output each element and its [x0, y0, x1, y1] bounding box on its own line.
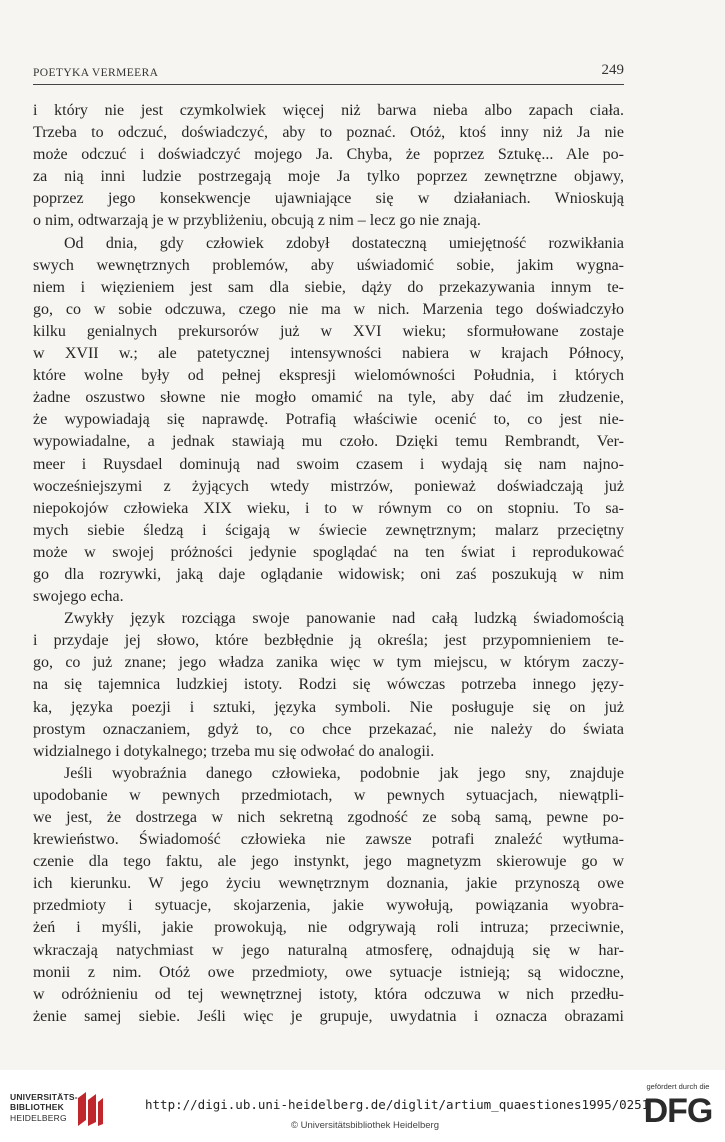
paragraph — [33, 608, 624, 763]
text-line: żenie samej siebie. Jeśli więc je grupuje, uwydatnia i oznacza obrazami — [33, 1007, 624, 1025]
text-line: krewieństwo. Świadomość człowieka nie zawsze potrafi znaleźć wytłuma- — [33, 831, 624, 849]
paragraph — [33, 100, 624, 233]
dfg-logo[interactable] — [638, 1082, 718, 1138]
permalink-url[interactable]: http://digi.ub.uni-heidelberg.de/diglit/artium_quaestiones1995/0251 — [145, 1097, 650, 1112]
text-line: może w swojej próżności jedynie spoglądać na ten świat i reprodukować — [33, 543, 624, 561]
text-line: upodobanie w pewnych przedmiotach, w pewnych sytuacjach, niewątpli- — [33, 786, 624, 804]
text-line: ich kierunku. W jego życiu wewnętrznym doznania, jakie przynoszą owe — [33, 875, 624, 893]
text-line: przedmioty i sytuacje, skojarzenia, jakie wywołują, powiązania wyobra- — [33, 897, 624, 915]
text-line: monii z nim. Otóż owe przedmioty, owe sytuacje istnieją; są widoczne, — [33, 963, 624, 981]
text-line: może odczuć i doświadczyć mojego Ja. Chyba, że poprzez Sztukę... Ale po- — [33, 146, 624, 164]
body-text — [33, 100, 624, 1028]
text-line: w XVII w.; ale patetycznej intensywności nabiera w krajach Północy, — [33, 345, 624, 363]
text-line: prostym oznaczaniem, gdyż to, co chce przekazać, nie należy do świata — [33, 720, 624, 738]
text-line: żadne oszustwo słowne nie mogło omamić na tyle, aby dać im złudzenie, — [33, 389, 624, 407]
text-line: ka, języka poezji i sztuki, języka symboli. Nie posługuje się on już — [33, 698, 624, 716]
text-line: wkraczają natychmiast w jego naturalną atmosferę, odnajdują się w har- — [33, 941, 624, 959]
text-line: Zwykły język rozciąga swoje panowanie nad całą ludzką świadomością — [64, 610, 624, 628]
paragraph — [33, 763, 624, 1028]
text-line: i przydaje jej słowo, które bezbłędnie ją określa; jest przypomnieniem te- — [33, 632, 624, 650]
text-line: Jeśli wyobraźnia danego człowieka, podobnie jak jego sny, znajduje — [64, 764, 624, 782]
text-line: widzialnego i dotykalnego; trzeba mu się odwołać do analogii. — [33, 742, 435, 760]
library-name-line3: HEIDELBERG — [10, 1113, 67, 1123]
library-name-line1: UNIVERSITÄTS- — [10, 1092, 78, 1102]
text-line: poprzez jego konsekwencje ujawniające się w działaniach. Wnioskują — [33, 190, 624, 208]
text-line: które wolne były od pełnej ekspresji wielomówności Południa, i których — [33, 367, 624, 385]
text-line: niepokojów człowieka XIX wieku, i to w równym co on stopniu. To sa- — [33, 499, 624, 517]
text-line: Od dnia, gdy człowiek zdobył dostateczną umiejętność rozwikłania — [64, 234, 624, 252]
text-line: żeń i myśli, jakie prowokują, nie odgrywają roli intruza; przeciwnie, — [33, 919, 624, 937]
text-line: w odróżnieniu od tej wewnętrznej istoty, która odczuwa w nich przedłu- — [33, 985, 624, 1003]
dfg-funding-note: gefördert durch die — [646, 1082, 710, 1091]
running-title: POETYKA VERMEERA — [33, 67, 159, 79]
ub-heidelberg-logo-icon — [76, 1090, 104, 1128]
text-line: o nim, odtwarzają je w przybliżeniu, obcują z nim – lecz go nie znają. — [33, 212, 481, 230]
text-line: swojego echa. — [33, 588, 124, 606]
page-number: 249 — [601, 62, 624, 78]
text-line: go, co już znane; jego władza zanika więc w tym miejscu, w którym zaczy- — [33, 654, 624, 672]
text-line: go, co w sobie odczuwa, czego nie ma w nich. Marzenia tego doświadczyło — [33, 300, 624, 318]
text-line: we jest, że dostrzega w nich sekretną zgodność ze sobą samą, pewne po- — [33, 809, 624, 826]
text-line: go dla rozrywki, jaką daje oglądanie widowisk; oni zaś poszukują w nim — [33, 565, 624, 583]
digitization-footer — [0, 1070, 725, 1142]
text-line: czenie dla tego faktu, ale jego instynkt, jego magnetyzm skierowuje go w — [33, 853, 624, 871]
text-line: za nią inni ludzie postrzegają moje Ja tylko poprzez zewnętrzne objawy, — [33, 168, 624, 186]
dfg-logo-text: DFG — [643, 1092, 713, 1130]
text-line: wypowiadalne, a jednak stawiają mu czoło. Dzięki temu Rembrandt, Ver- — [33, 433, 624, 451]
text-line: i który nie jest czymkolwiek więcej niż barwa nieba albo zapach ciała. — [33, 102, 624, 119]
copyright-notice: © Universitätsbibliothek Heidelberg — [291, 1120, 439, 1131]
library-logo[interactable] — [10, 1090, 105, 1132]
text-line: kilku genialnych prekursorów już w XVI wieku; sformułowane zostaje — [33, 322, 624, 340]
text-line: Trzeba to odczuć, doświadczyć, aby to poznać. Otóż, ktoś inny niż Ja nie — [33, 124, 624, 142]
text-line: niem i więzieniem jest sam dla siebie, dąży do przekazywania innym te- — [33, 278, 624, 296]
text-line: mych siebie śledzą i ścigają w świecie zewnętrznym; malarz przeciętny — [33, 521, 624, 539]
library-name-line2: BIBLIOTHEK — [10, 1102, 64, 1112]
text-line: wocześniejszymi z żyjących wtedy mistrzów, ponieważ doświadczają już — [33, 477, 624, 495]
paragraph — [33, 233, 624, 609]
text-line: meer i Ruysdael dominują nad swoim czasem i wydają się nam najno- — [33, 455, 624, 473]
running-header — [33, 62, 624, 85]
text-line: że wypowiadają się naprawdę. Potrafią właściwie ocenić to, co jest nie- — [33, 411, 624, 429]
text-line: swych wewnętrznych problemów, aby uświadomić sobie, jakim wygna- — [33, 256, 624, 274]
text-line: na się tajemnica ludzkiej istoty. Rodzi się wówczas potrzeba innego języ- — [33, 676, 624, 694]
